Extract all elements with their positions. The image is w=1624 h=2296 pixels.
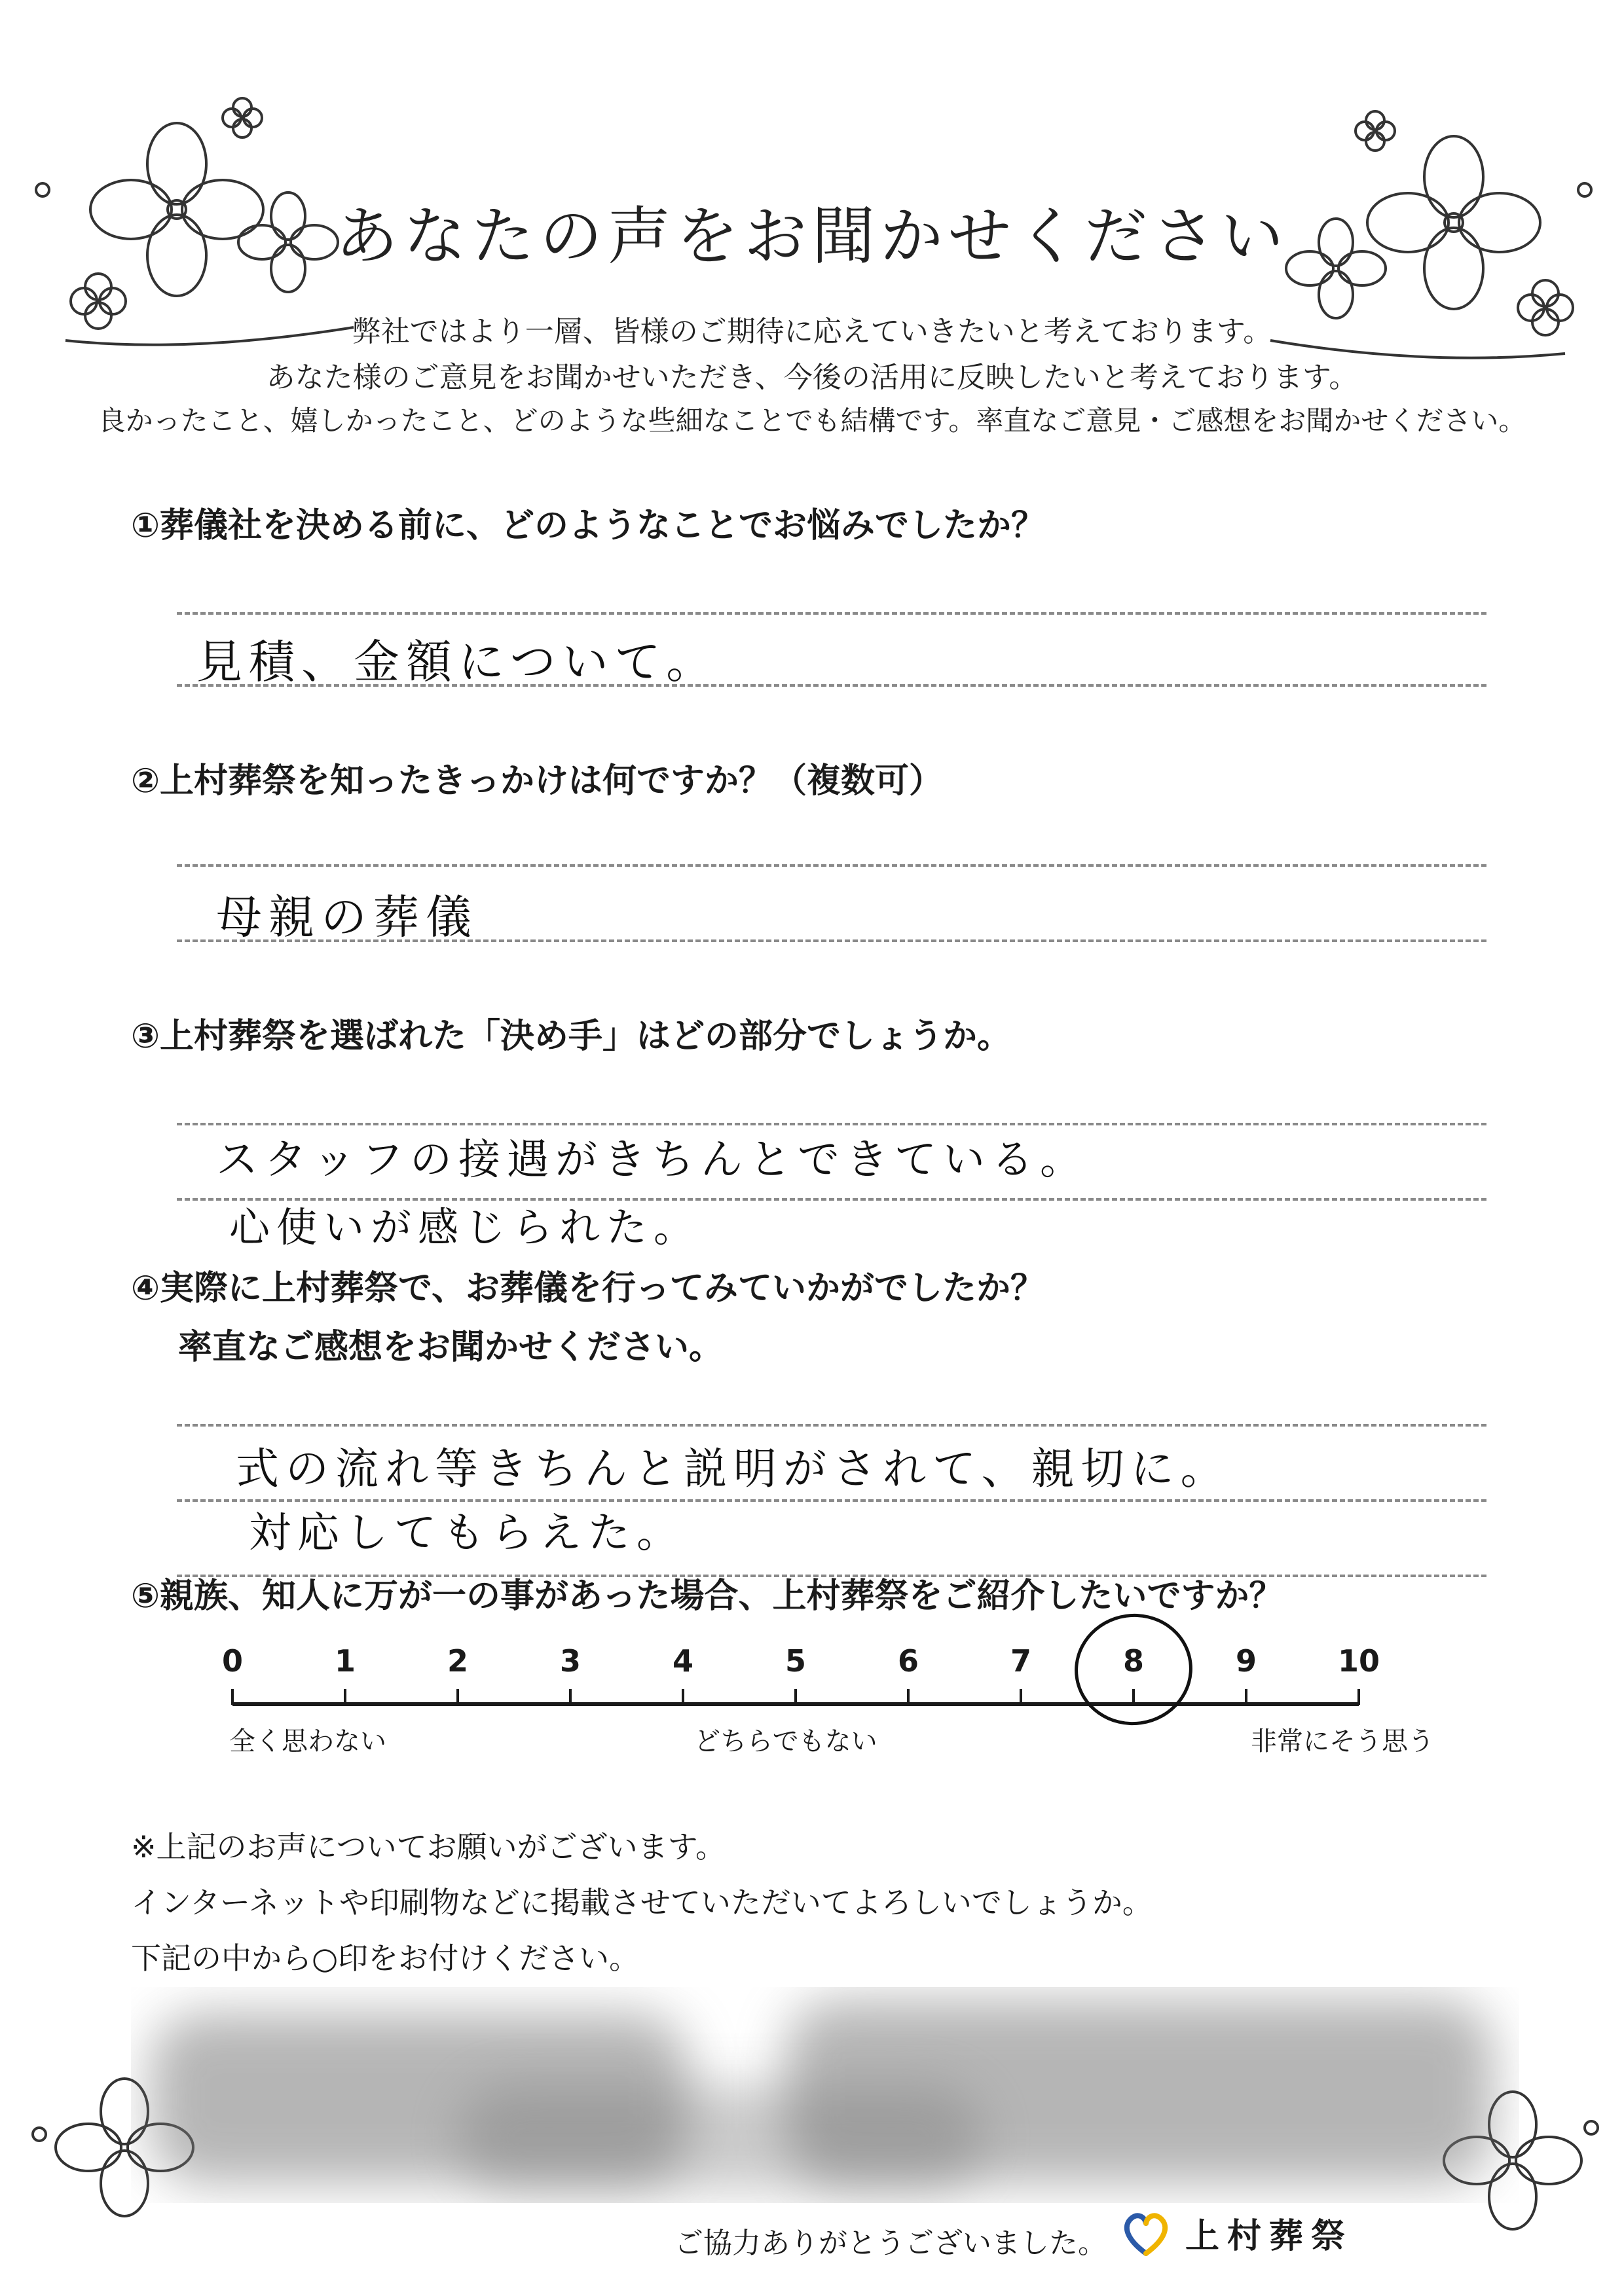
question-2: ②上村葬祭を知ったきっかけは何ですか？（複数可） [131,761,944,801]
answer-1-line-1: 見積、金額について。 [196,635,719,689]
answer-3-line-1: スタッフの接遇がきちんとできている。 [216,1136,1088,1184]
note-line-2: インターネットや印刷物などに掲載させていただいてよろしいでしょうか。 [131,1885,1153,1920]
scale-tick [1245,1689,1247,1705]
answer-line [177,1424,1486,1427]
scale-tick [907,1689,910,1705]
intro-line-3: 良かったこと、嬉しかったこと、どのような些細なことでも結構です。率直なご意見・ご感想をお聞かせください。 [98,405,1526,437]
scale-tick [569,1689,572,1705]
question-4-subline: 率直なご感想をお聞かせください。 [178,1328,724,1367]
page-title: あなたの声をお聞かせください [335,200,1289,273]
scale-tick [682,1689,684,1705]
note-line-3: 下記の中から○印をお付けください。 [131,1941,640,1976]
scale-tick [344,1689,346,1705]
scale-number-6[interactable]: 6 [897,1643,919,1679]
answer-4-line-2: 対応してもらえた。 [249,1509,685,1558]
answer-2-line-1: 母親の葬儀 [216,890,478,944]
scale-number-8[interactable]: 8 [1122,1643,1144,1679]
intro-line-1: 弊社ではより一層、皆様のご期待に応えていきたいと考えております。 [352,315,1272,348]
answer-4-line-1: 式の流れ等きちんと説明がされて、親切に。 [236,1444,1230,1494]
selected-circle [1067,1606,1200,1732]
scale-number-4[interactable]: 4 [672,1643,693,1679]
question-3: ③上村葬祭を選ばれた「決め手」はどの部分でしょうか。 [131,1017,1012,1056]
scale-number-0[interactable]: 0 [221,1643,243,1679]
scale-tick [1132,1689,1135,1705]
scale-tick [1020,1689,1022,1705]
footer-thanks: ご協力ありがとうございました。 [674,2227,1107,2260]
answer-3-line-2: 心使いが感じられた。 [229,1203,701,1251]
scale-number-9[interactable]: 9 [1235,1643,1257,1679]
intro-line-2: あなた様のご意見をお聞かせいただき、今後の活用に反映したいと考えております。 [266,361,1358,394]
scale-number-7[interactable]: 7 [1010,1643,1031,1679]
redacted-area [131,1987,1519,2203]
scale-tick [794,1689,797,1705]
scale-tick [456,1689,459,1705]
scale-high-label: 非常にそう思う [1251,1726,1434,1757]
logo-heart-icon [1120,2206,1172,2259]
note-line-1: ※上記のお声についてお願いがございます。 [131,1829,726,1865]
scale-low-label: 全く思わない [229,1726,386,1757]
scale-tick [231,1689,234,1705]
logo-text: 上村葬祭 [1185,2216,1354,2256]
question-1: ①葬儀社を決める前に、どのようなことでお悩みでしたか？ [131,506,1046,545]
question-5: ⑤親族、知人に万が一の事があった場合、上村葬祭をご紹介したいですか？ [131,1576,1283,1616]
answer-line [177,939,1486,942]
answer-line [177,612,1486,615]
scale-number-2[interactable]: 2 [447,1643,468,1679]
footer-logo [1120,2206,1353,2259]
answer-line [177,864,1486,867]
scale-number-3[interactable]: 3 [559,1643,581,1679]
scale-axis [232,1702,1359,1706]
answer-line [177,684,1486,687]
scale-tick [1357,1689,1360,1705]
scale-number-5[interactable]: 5 [784,1643,806,1679]
scale-number-1[interactable]: 1 [334,1643,356,1679]
scale-mid-label: どちらでもない [694,1726,877,1757]
answer-line [177,1123,1486,1125]
question-4: ④実際に上村葬祭で、お葬儀を行ってみていかがでしたか？ [131,1269,1044,1308]
scale-number-10[interactable]: 10 [1337,1643,1380,1679]
